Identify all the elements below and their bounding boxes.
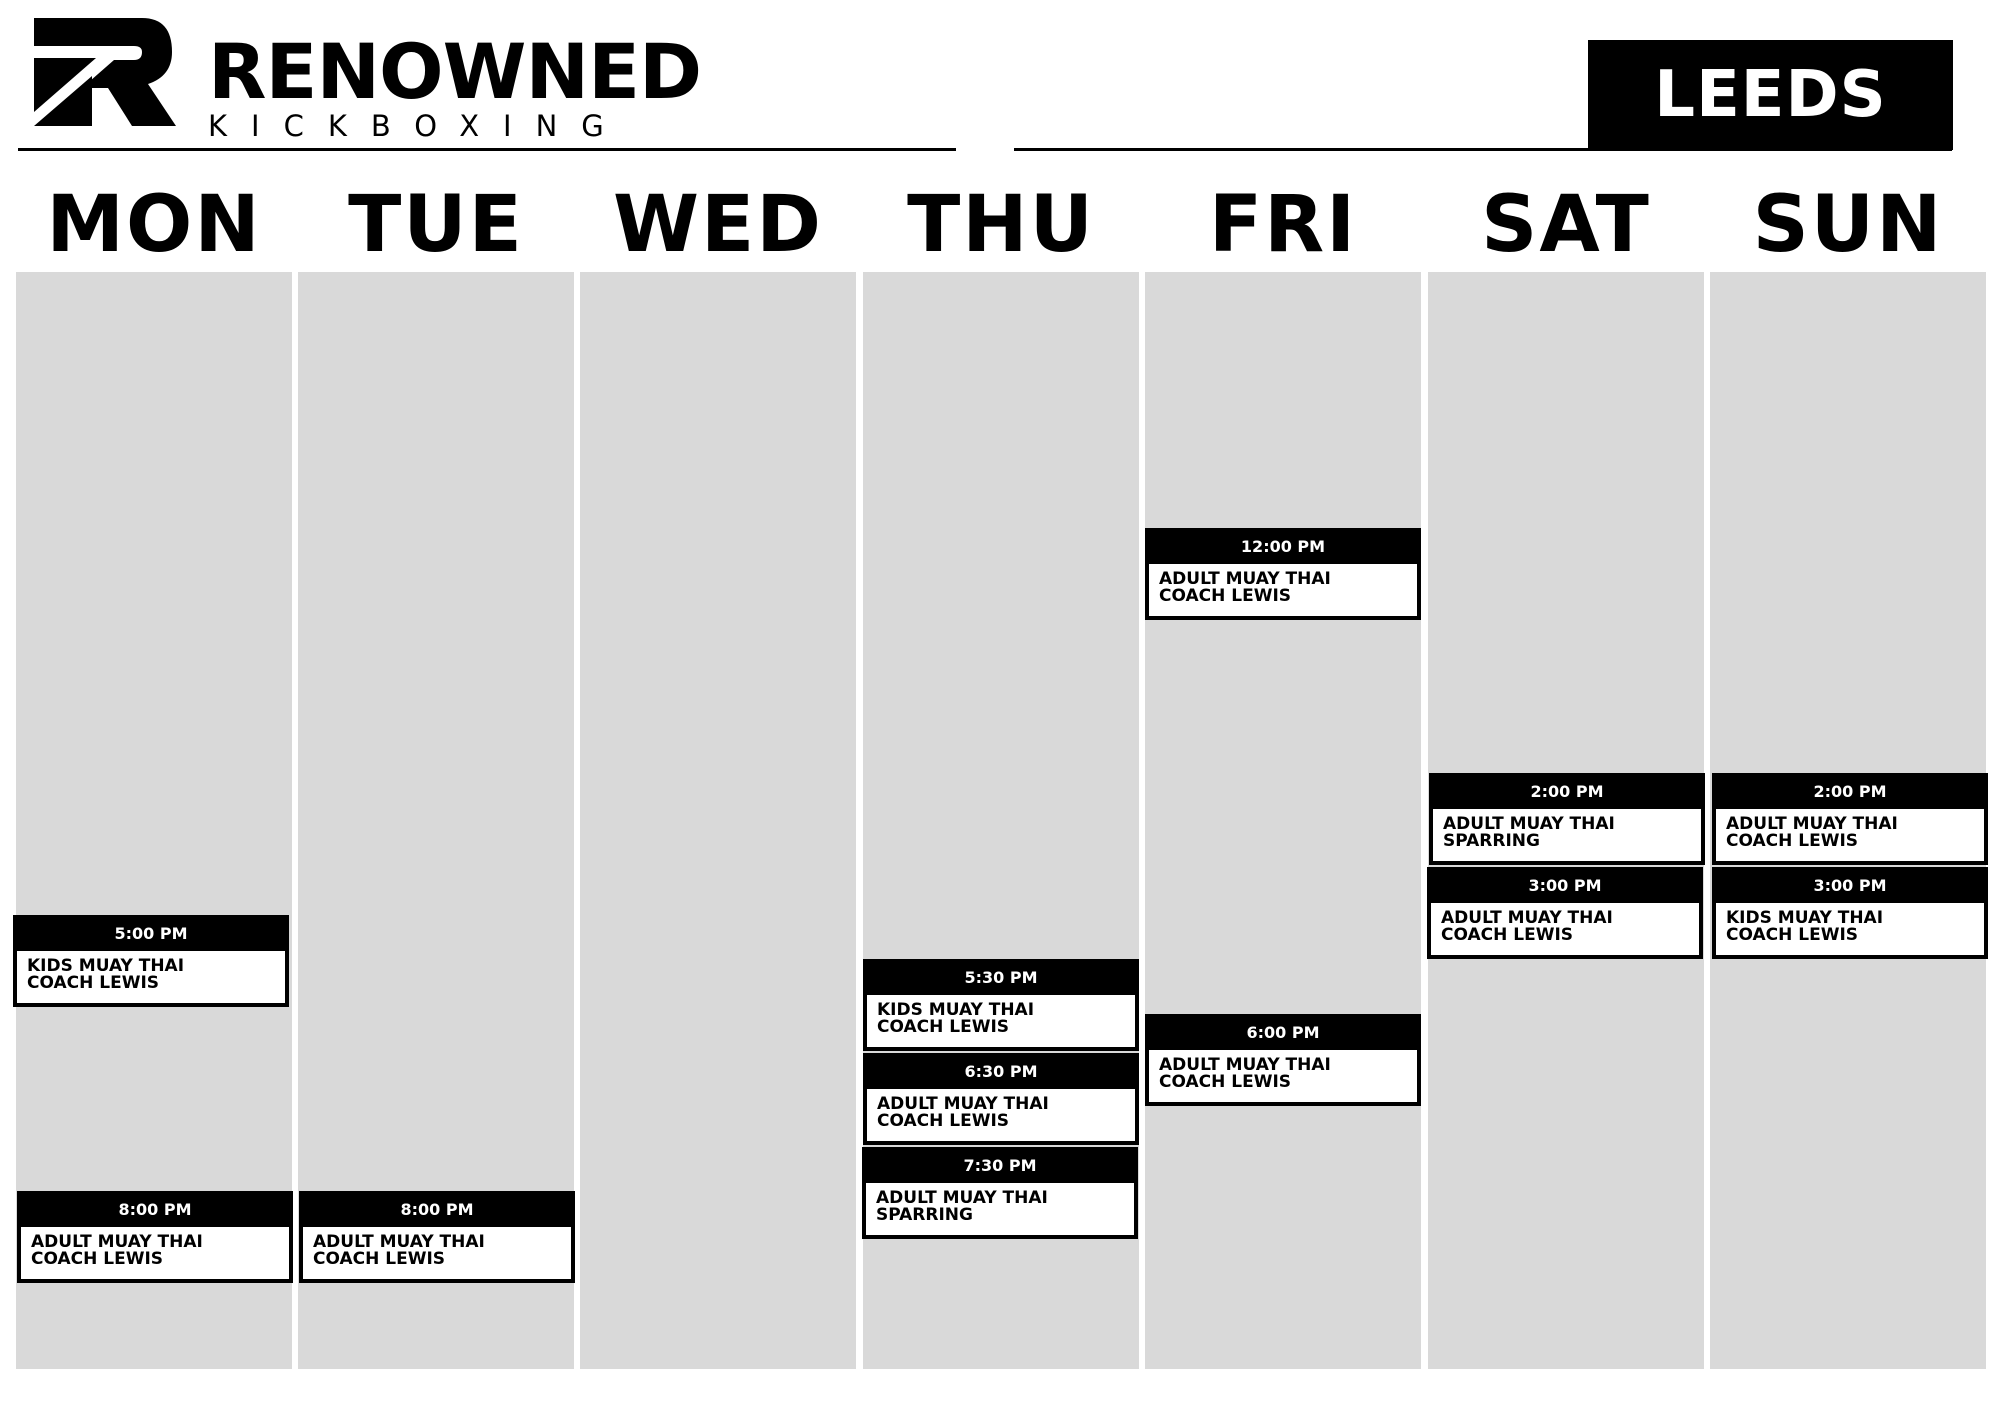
class-coach: COACH LEWIS <box>27 973 160 993</box>
class-card[interactable] <box>862 1147 1138 1239</box>
class-title: KIDS MUAY THAI <box>27 956 185 976</box>
class-details <box>1433 809 1701 861</box>
class-time: 3:00 PM <box>1528 876 1602 895</box>
class-coach: COACH LEWIS <box>1159 586 1292 606</box>
class-time: 12:00 PM <box>1240 537 1326 556</box>
class-title: ADULT MUAY THAI <box>876 1188 1048 1208</box>
class-coach: COACH LEWIS <box>1441 925 1574 945</box>
class-title: ADULT MUAY THAI <box>1726 814 1898 834</box>
class-title: ADULT MUAY THAI <box>1159 1055 1331 1075</box>
class-time: 2:00 PM <box>1530 782 1604 801</box>
brand-logo <box>30 14 702 143</box>
class-card[interactable] <box>17 1191 293 1283</box>
class-details <box>1716 809 1984 861</box>
class-coach: COACH LEWIS <box>1726 925 1859 945</box>
class-title: ADULT MUAY THAI <box>31 1232 203 1252</box>
class-time: 7:30 PM <box>963 1156 1037 1175</box>
class-details <box>867 995 1135 1047</box>
class-card[interactable] <box>13 915 289 1007</box>
brand-name: RENOWNED <box>208 27 702 116</box>
class-card[interactable] <box>863 959 1139 1051</box>
class-details <box>1431 903 1699 955</box>
location-badge: LEEDS <box>1588 40 1953 150</box>
day-header-tue: TUE <box>348 180 524 270</box>
class-details <box>1149 1050 1417 1102</box>
class-card[interactable] <box>1712 773 1988 865</box>
day-header-thu: THU <box>907 180 1095 270</box>
class-card[interactable] <box>1429 773 1705 865</box>
class-coach: COACH LEWIS <box>31 1249 164 1269</box>
class-details <box>867 1089 1135 1141</box>
class-title: KIDS MUAY THAI <box>1726 908 1884 928</box>
r-monogram-icon <box>30 14 180 134</box>
class-coach: COACH LEWIS <box>877 1017 1010 1037</box>
class-time: 8:00 PM <box>118 1200 192 1219</box>
class-time: 2:00 PM <box>1813 782 1887 801</box>
class-details <box>303 1227 571 1279</box>
class-time: 5:30 PM <box>964 968 1038 987</box>
class-title: ADULT MUAY THAI <box>877 1094 1049 1114</box>
class-time: 5:00 PM <box>114 924 188 943</box>
class-coach: SPARRING <box>876 1205 973 1225</box>
day-header-sat: SAT <box>1481 180 1651 270</box>
day-header-wed: WED <box>612 180 824 270</box>
class-title: ADULT MUAY THAI <box>313 1232 485 1252</box>
class-card[interactable] <box>1145 528 1421 620</box>
header-divider-left <box>18 148 956 151</box>
class-details <box>21 1227 289 1279</box>
class-card[interactable] <box>1712 867 1988 959</box>
class-coach: COACH LEWIS <box>1159 1072 1292 1092</box>
class-details <box>1149 564 1417 616</box>
class-details <box>17 951 285 1003</box>
brand-subtitle: KICKBOXING <box>208 109 628 143</box>
class-title: ADULT MUAY THAI <box>1159 569 1331 589</box>
day-column-wed <box>580 272 856 1369</box>
class-title: KIDS MUAY THAI <box>877 1000 1035 1020</box>
class-title: ADULT MUAY THAI <box>1441 908 1613 928</box>
class-title: ADULT MUAY THAI <box>1443 814 1615 834</box>
class-coach: COACH LEWIS <box>313 1249 446 1269</box>
class-time: 6:30 PM <box>964 1062 1038 1081</box>
class-card[interactable] <box>1427 867 1703 959</box>
class-coach: SPARRING <box>1443 831 1540 851</box>
class-card[interactable] <box>863 1053 1139 1145</box>
day-header-sun: SUN <box>1752 180 1944 270</box>
class-coach: COACH LEWIS <box>877 1111 1010 1131</box>
class-time: 3:00 PM <box>1813 876 1887 895</box>
class-details <box>866 1183 1134 1235</box>
class-time: 6:00 PM <box>1246 1023 1320 1042</box>
class-details <box>1716 903 1984 955</box>
day-column-fri <box>1145 272 1421 1369</box>
class-coach: COACH LEWIS <box>1726 831 1859 851</box>
class-time: 8:00 PM <box>400 1200 474 1219</box>
day-header-mon: MON <box>46 180 262 270</box>
day-header-fri: FRI <box>1208 180 1358 270</box>
class-card[interactable] <box>299 1191 575 1283</box>
class-card[interactable] <box>1145 1014 1421 1106</box>
